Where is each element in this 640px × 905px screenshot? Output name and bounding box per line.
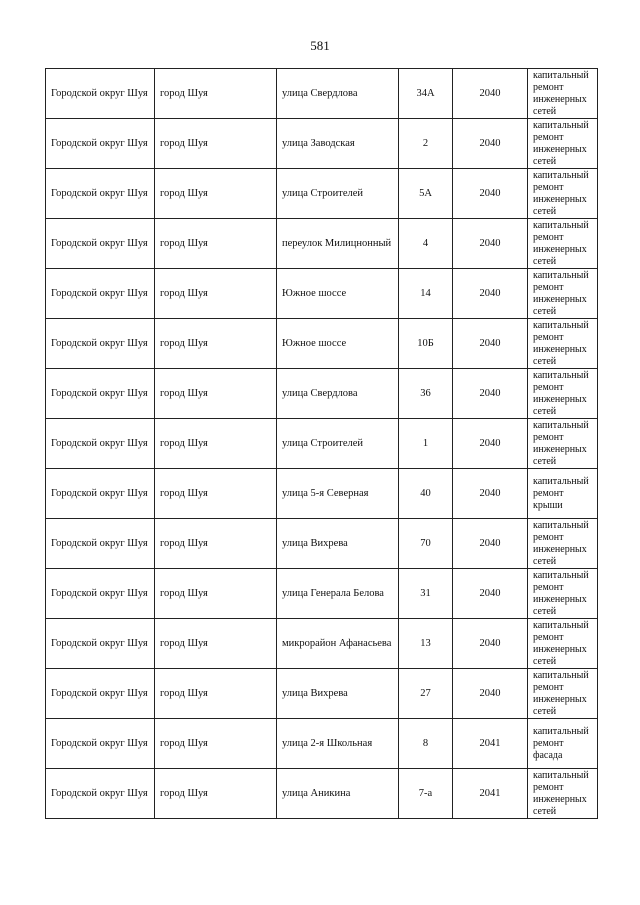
year-cell: 2040	[453, 219, 528, 269]
city-cell: город Шуя	[155, 419, 277, 469]
work-type-cell: капитальный ремонт инженерных сетей	[528, 219, 598, 269]
district-cell: Городской округ Шуя	[46, 369, 155, 419]
street-cell: улица Свердлова	[277, 369, 399, 419]
house-number-cell: 13	[399, 619, 453, 669]
district-cell: Городской округ Шуя	[46, 419, 155, 469]
district-cell: Городской округ Шуя	[46, 169, 155, 219]
city-cell: город Шуя	[155, 719, 277, 769]
house-number-cell: 8	[399, 719, 453, 769]
house-number-cell: 70	[399, 519, 453, 569]
house-number-cell: 2	[399, 119, 453, 169]
work-type-cell: капитальный ремонт крыши	[528, 469, 598, 519]
work-type-cell: капитальный ремонт фасада	[528, 719, 598, 769]
house-number-cell: 40	[399, 469, 453, 519]
table-body	[46, 69, 598, 819]
year-cell: 2040	[453, 419, 528, 469]
year-cell: 2040	[453, 569, 528, 619]
year-cell: 2040	[453, 69, 528, 119]
district-cell: Городской округ Шуя	[46, 319, 155, 369]
district-cell: Городской округ Шуя	[46, 119, 155, 169]
district-cell: Городской округ Шуя	[46, 619, 155, 669]
street-cell: улица Строителей	[277, 169, 399, 219]
work-type-cell: капитальный ремонт инженерных сетей	[528, 69, 598, 119]
year-cell: 2041	[453, 769, 528, 819]
year-cell: 2040	[453, 469, 528, 519]
house-number-cell: 27	[399, 669, 453, 719]
street-cell: улица Заводская	[277, 119, 399, 169]
city-cell: город Шуя	[155, 519, 277, 569]
street-cell: Южное шоссе	[277, 269, 399, 319]
city-cell: город Шуя	[155, 69, 277, 119]
table-row	[46, 719, 598, 769]
work-type-cell: капитальный ремонт инженерных сетей	[528, 419, 598, 469]
street-cell: улица 2-я Школьная	[277, 719, 399, 769]
house-number-cell: 34А	[399, 69, 453, 119]
district-cell: Городской округ Шуя	[46, 569, 155, 619]
year-cell: 2040	[453, 269, 528, 319]
work-type-cell: капитальный ремонт инженерных сетей	[528, 769, 598, 819]
work-type-cell: капитальный ремонт инженерных сетей	[528, 569, 598, 619]
house-number-cell: 14	[399, 269, 453, 319]
page-number: 581	[310, 38, 330, 53]
year-cell: 2040	[453, 669, 528, 719]
house-number-cell: 7-а	[399, 769, 453, 819]
city-cell: город Шуя	[155, 469, 277, 519]
street-cell: улица Аникина	[277, 769, 399, 819]
table-row	[46, 519, 598, 569]
table-row	[46, 169, 598, 219]
city-cell: город Шуя	[155, 619, 277, 669]
work-type-cell: капитальный ремонт инженерных сетей	[528, 169, 598, 219]
district-cell: Городской округ Шуя	[46, 269, 155, 319]
table-row	[46, 369, 598, 419]
street-cell: улица Генерала Белова	[277, 569, 399, 619]
city-cell: город Шуя	[155, 569, 277, 619]
district-cell: Городской округ Шуя	[46, 469, 155, 519]
table-row	[46, 219, 598, 269]
table-row	[46, 569, 598, 619]
work-type-cell: капитальный ремонт инженерных сетей	[528, 369, 598, 419]
city-cell: город Шуя	[155, 219, 277, 269]
year-cell: 2040	[453, 169, 528, 219]
work-type-cell: капитальный ремонт инженерных сетей	[528, 319, 598, 369]
table-row	[46, 319, 598, 369]
year-cell: 2040	[453, 369, 528, 419]
table-row	[46, 619, 598, 669]
work-type-cell: капитальный ремонт инженерных сетей	[528, 119, 598, 169]
year-cell: 2041	[453, 719, 528, 769]
registry-table	[45, 68, 598, 819]
street-cell: улица Строителей	[277, 419, 399, 469]
street-cell: улица Вихрева	[277, 519, 399, 569]
house-number-cell: 4	[399, 219, 453, 269]
city-cell: город Шуя	[155, 369, 277, 419]
work-type-cell: капитальный ремонт инженерных сетей	[528, 619, 598, 669]
street-cell: микрорайон Афанасьева	[277, 619, 399, 669]
table-row	[46, 469, 598, 519]
work-type-cell: капитальный ремонт инженерных сетей	[528, 519, 598, 569]
house-number-cell: 10Б	[399, 319, 453, 369]
street-cell: улица Свердлова	[277, 69, 399, 119]
district-cell: Городской округ Шуя	[46, 519, 155, 569]
street-cell: улица Вихрева	[277, 669, 399, 719]
house-number-cell: 36	[399, 369, 453, 419]
street-cell: Южное шоссе	[277, 319, 399, 369]
year-cell: 2040	[453, 319, 528, 369]
table-row	[46, 669, 598, 719]
table-row	[46, 419, 598, 469]
house-number-cell: 1	[399, 419, 453, 469]
street-cell: переулок Милицнонный	[277, 219, 399, 269]
year-cell: 2040	[453, 519, 528, 569]
district-cell: Городской округ Шуя	[46, 669, 155, 719]
city-cell: город Шуя	[155, 769, 277, 819]
district-cell: Городской округ Шуя	[46, 219, 155, 269]
city-cell: город Шуя	[155, 269, 277, 319]
table-row	[46, 119, 598, 169]
district-cell: Городской округ Шуя	[46, 719, 155, 769]
table-row	[46, 269, 598, 319]
table-row	[46, 69, 598, 119]
district-cell: Городской округ Шуя	[46, 769, 155, 819]
district-cell: Городской округ Шуя	[46, 69, 155, 119]
year-cell: 2040	[453, 619, 528, 669]
street-cell: улица 5-я Северная	[277, 469, 399, 519]
city-cell: город Шуя	[155, 669, 277, 719]
city-cell: город Шуя	[155, 119, 277, 169]
house-number-cell: 31	[399, 569, 453, 619]
house-number-cell: 5А	[399, 169, 453, 219]
table-row	[46, 769, 598, 819]
year-cell: 2040	[453, 119, 528, 169]
work-type-cell: капитальный ремонт инженерных сетей	[528, 269, 598, 319]
city-cell: город Шуя	[155, 319, 277, 369]
work-type-cell: капитальный ремонт инженерных сетей	[528, 669, 598, 719]
city-cell: город Шуя	[155, 169, 277, 219]
